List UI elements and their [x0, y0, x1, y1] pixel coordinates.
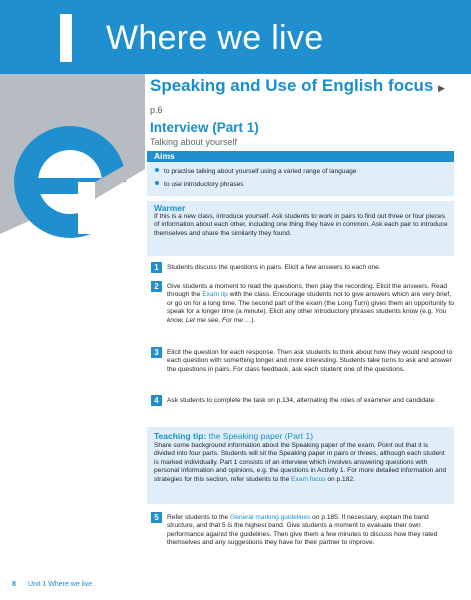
tip-text-part: Share some background information about the Speaking paper of the exam. Point out that it is divided into four parts. Students will sit the Speaking paper in pairs or threes, although each student is marked individually. Part 1 consists of an interview which involves answering questions with personal information and opinions, e.g. the questions in Activity 1. For more detailed information and strategies for this section, refer students to the [154, 442, 447, 483]
exam-tip-link[interactable]: Exam tip [202, 291, 228, 299]
step-text-4: Ask students to complete the task on p.134, alternating the roles of examiner and candidate. [167, 397, 437, 404]
step-text-part: ). [251, 316, 256, 324]
step-text-part: on p.185. If necessary, explain the band structure, and that 5 is the highest band. Give students a moment to evaluate their own performance against the guidelines. Then give them a few minutes to discuss how they rated themselves and any suggestions they have for their partner to improve. [167, 514, 438, 547]
footer-unit-label: Unit 1 Where we live [28, 581, 93, 588]
marking-guidelines-link[interactable]: General marking guidelines [230, 514, 311, 521]
decorative-e-graphic [0, 74, 145, 304]
aims-box [147, 151, 454, 196]
unit-title: Where we live [106, 19, 324, 57]
aim-text: to use introductory phrases [164, 181, 244, 188]
step-number-1: 1 [151, 262, 162, 273]
aim-item [155, 181, 244, 188]
unit-number-bar [60, 14, 72, 62]
warmer-box [147, 201, 454, 256]
warmer-heading: Warmer [154, 203, 186, 213]
section-subtitle: Interview (Part 1) [150, 120, 259, 135]
step-text-5 [167, 514, 454, 548]
footer-page-number: 8 [12, 581, 16, 588]
bullet-icon [155, 181, 159, 185]
step-text-3: Elicit the question for each response. Then ask students to think about how they would respond to each question with something longer and more interesting. Students take turns to ask and answer the questions in pairs. For class feedback, ask each student one of the questions. [167, 349, 453, 373]
step-text-2 [167, 283, 454, 325]
teaching-tip-text [154, 442, 448, 484]
step-number-4: 4 [151, 395, 162, 406]
section-title-text: Speaking and Use of English focus [150, 76, 434, 95]
step-text-part: Refer students to the [167, 514, 231, 521]
teaching-tip-box [147, 427, 454, 504]
section-caption: Talking about yourself [150, 137, 238, 147]
section-title [150, 76, 450, 120]
exam-focus-link[interactable]: Exam focus [291, 475, 326, 483]
tip-text-part: on p.182. [325, 475, 355, 483]
bullet-icon [155, 168, 159, 172]
step-text-part: Give students a moment to read the questions, then play the recording. Elicit the answers. Read through the [167, 283, 448, 299]
tip-heading-text: Teaching tip: [154, 431, 207, 441]
page-reference: ▶ p.6 [150, 83, 446, 115]
aim-item [155, 168, 356, 175]
step-number-2: 2 [151, 281, 162, 292]
step-number-3: 3 [151, 347, 162, 358]
step-text-1: Students discuss the questions in pairs. Elicit a few answers to each one. [167, 264, 381, 271]
step-number-5: 5 [151, 512, 162, 523]
teaching-tip-heading [154, 431, 313, 441]
tip-subheading-text: the Speaking paper (Part 1) [206, 431, 314, 441]
step-text-part: with the class. Encourage students not to give answers which are very brief, or go on for a long time. The second part of the exam (the Long Turn) gives them an opportunity to speak for a longer time (a minute). Elicit any other introductory phrases students know (e.g. [167, 291, 454, 316]
step-text-italic: You know, Let me see, For me … [167, 308, 447, 324]
cutout-shape [78, 182, 145, 234]
aims-heading: Aims [147, 151, 454, 162]
aim-text: to practise talking about yourself using a varied range of language [164, 168, 357, 175]
warmer-text: If this is a new class, introduce yourself. Ask students to work in pairs to find out three or four pieces of information about each other, including one thing they have in common. Ask each pair to introduce themselves and share the similarity they found. [154, 213, 448, 237]
